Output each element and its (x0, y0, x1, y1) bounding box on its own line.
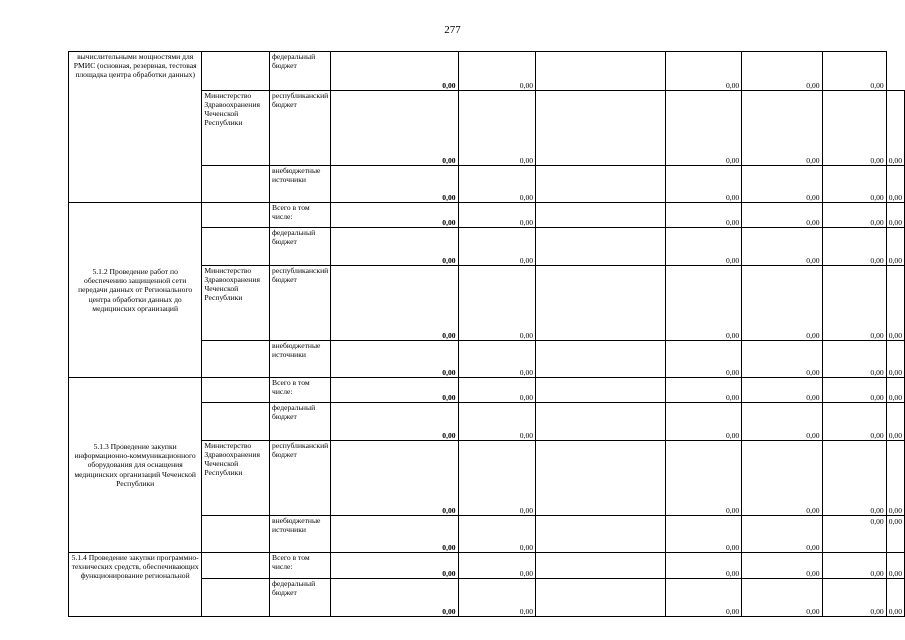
measure-5-1-4-name: 5.1.4 Проведение закупки программно-технических средств, обеспечивающих функционирование региональной (69, 553, 202, 617)
value-cell: 0,00 (886, 441, 904, 516)
value-cell: 0,00 (331, 516, 458, 553)
table-row (69, 378, 905, 403)
executor-cell (202, 341, 270, 378)
executor-cell: Министерство Здравоохранения Чеченской Республики (202, 91, 270, 166)
source-republic: республиканский бюджет (270, 266, 331, 341)
value-cell: 0,00 (886, 579, 904, 617)
table-row (69, 203, 905, 228)
source-republic: республиканский бюджет (270, 91, 331, 166)
value-cell: 0,00 (742, 266, 822, 341)
value-cell: 0,00 (665, 579, 742, 617)
executor-cell (202, 203, 270, 228)
empty-cell (536, 378, 666, 403)
empty-cell (536, 403, 666, 441)
value-cell: 0,00 (331, 91, 458, 166)
value-cell: 0,00 (665, 203, 742, 228)
source-total: Всего в том числе: (270, 203, 331, 228)
value-cell: 0,00 (331, 266, 458, 341)
source-extra: внебюджетные источники (270, 516, 331, 553)
value-cell: 0,00 (742, 52, 822, 91)
empty-cell (536, 553, 666, 579)
page-number: 277 (444, 24, 461, 36)
value-cell: 0,00 (458, 516, 535, 553)
value-cell: 0,00 (822, 403, 886, 441)
value-cell: 0,00 (458, 203, 535, 228)
budget-table (68, 51, 905, 617)
value-cell: 0,00 (822, 516, 886, 553)
empty-cell (536, 441, 666, 516)
executor-cell (202, 553, 270, 579)
value-cell: 0,00 (665, 378, 742, 403)
source-federal: федеральный бюджет (270, 579, 331, 617)
value-cell: 0,00 (665, 341, 742, 378)
measure-5-1-3-name: 5.1.3 Проведение закупки информационно-коммуникационного оборудования для оснащения медицинских организаций Чеченской Республики (69, 378, 202, 553)
executor-cell: Министерство Здравоохранения Чеченской Республики (202, 441, 270, 516)
value-cell: 0,00 (458, 266, 535, 341)
table-row (69, 553, 905, 579)
measure-5-1-1-name: вычислительными мощностями для РМИС (основная, резервная, тестовая площадка центра обработки данных) (69, 52, 202, 203)
value-cell: 0,00 (331, 579, 458, 617)
value-cell: 0,00 (742, 403, 822, 441)
value-cell: 0,00 (822, 52, 886, 91)
value-cell: 0,00 (458, 378, 535, 403)
source-total: Всего в том числе: (270, 553, 331, 579)
value-cell: 0,00 (742, 203, 822, 228)
value-cell: 0,00 (742, 516, 822, 553)
value-cell: 0,00 (822, 228, 886, 266)
value-cell: 0,00 (822, 203, 886, 228)
value-cell: 0,00 (822, 341, 886, 378)
value-cell: 0,00 (822, 441, 886, 516)
executor-cell: Министерство Здравоохранения Чеченской Республики (202, 266, 270, 341)
value-cell: 0,00 (331, 228, 458, 266)
value-cell: 0,00 (742, 441, 822, 516)
empty-cell (536, 266, 666, 341)
executor-cell (202, 378, 270, 403)
value-cell: 0,00 (331, 341, 458, 378)
value-cell: 0,00 (742, 378, 822, 403)
source-extra: внебюджетные источники (270, 341, 331, 378)
value-cell: 0,00 (458, 228, 535, 266)
value-cell: 0,00 (331, 553, 458, 579)
empty-cell (536, 91, 666, 166)
value-cell: 0,00 (742, 166, 822, 203)
empty-cell (536, 341, 666, 378)
value-cell: 0,00 (331, 203, 458, 228)
value-cell: 0,00 (822, 91, 886, 166)
value-cell: 0,00 (458, 341, 535, 378)
executor-cell (202, 403, 270, 441)
value-cell: 0,00 (822, 553, 886, 579)
value-cell: 0,00 (665, 228, 742, 266)
empty-cell (536, 516, 666, 553)
value-cell: 0,00 (665, 166, 742, 203)
table-row (69, 52, 905, 91)
value-cell: 0,00 (886, 203, 904, 228)
value-cell: 0,00 (822, 266, 886, 341)
value-cell: 0,00 (742, 579, 822, 617)
source-extra: внебюджетные источники (270, 166, 331, 203)
source-federal: федеральный бюджет (270, 52, 331, 91)
value-cell: 0,00 (458, 52, 535, 91)
empty-cell (536, 579, 666, 617)
value-cell: 0,00 (331, 52, 458, 91)
executor-cell (202, 228, 270, 266)
value-cell: 0,00 (665, 266, 742, 341)
value-cell: 0,00 (886, 91, 904, 166)
value-cell: 0,00 (458, 91, 535, 166)
value-cell: 0,00 (822, 579, 886, 617)
measure-5-1-2-name: 5.1.2 Проведение работ по обеспечению защищенной сети передачи данных от Регионального центра обработки данных до медицинских организаций (69, 203, 202, 378)
value-cell: 0,00 (331, 441, 458, 516)
executor-cell (202, 166, 270, 203)
value-cell: 0,00 (886, 266, 904, 341)
value-cell: 0,00 (665, 516, 742, 553)
value-cell: 0,00 (742, 228, 822, 266)
empty-cell (536, 203, 666, 228)
source-republic: республиканский бюджет (270, 441, 331, 516)
value-cell: 0,00 (742, 91, 822, 166)
value-cell: 0,00 (458, 403, 535, 441)
value-cell: 0,00 (331, 403, 458, 441)
value-cell: 0,00 (886, 516, 904, 553)
value-cell: 0,00 (665, 91, 742, 166)
source-federal: федеральный бюджет (270, 228, 331, 266)
value-cell: 0,00 (458, 553, 535, 579)
value-cell: 0,00 (458, 579, 535, 617)
value-cell: 0,00 (458, 166, 535, 203)
value-cell: 0,00 (886, 403, 904, 441)
value-cell: 0,00 (331, 378, 458, 403)
empty-cell (536, 228, 666, 266)
value-cell: 0,00 (458, 441, 535, 516)
value-cell: 0,00 (665, 403, 742, 441)
value-cell: 0,00 (665, 441, 742, 516)
source-federal: федеральный бюджет (270, 403, 331, 441)
value-cell: 0,00 (886, 553, 904, 579)
executor-cell (202, 52, 270, 91)
value-cell: 0,00 (886, 378, 904, 403)
executor-cell (202, 516, 270, 553)
value-cell: 0,00 (886, 341, 904, 378)
value-cell: 0,00 (822, 166, 886, 203)
value-cell: 0,00 (665, 553, 742, 579)
empty-cell (536, 166, 666, 203)
value-cell: 0,00 (331, 166, 458, 203)
value-cell: 0,00 (665, 52, 742, 91)
value-cell: 0,00 (742, 553, 822, 579)
value-cell: 0,00 (742, 341, 822, 378)
source-total: Всего в том числе: (270, 378, 331, 403)
value-cell: 0,00 (886, 228, 904, 266)
empty-cell (536, 52, 666, 91)
value-cell: 0,00 (886, 166, 904, 203)
executor-cell (202, 579, 270, 617)
value-cell: 0,00 (822, 378, 886, 403)
